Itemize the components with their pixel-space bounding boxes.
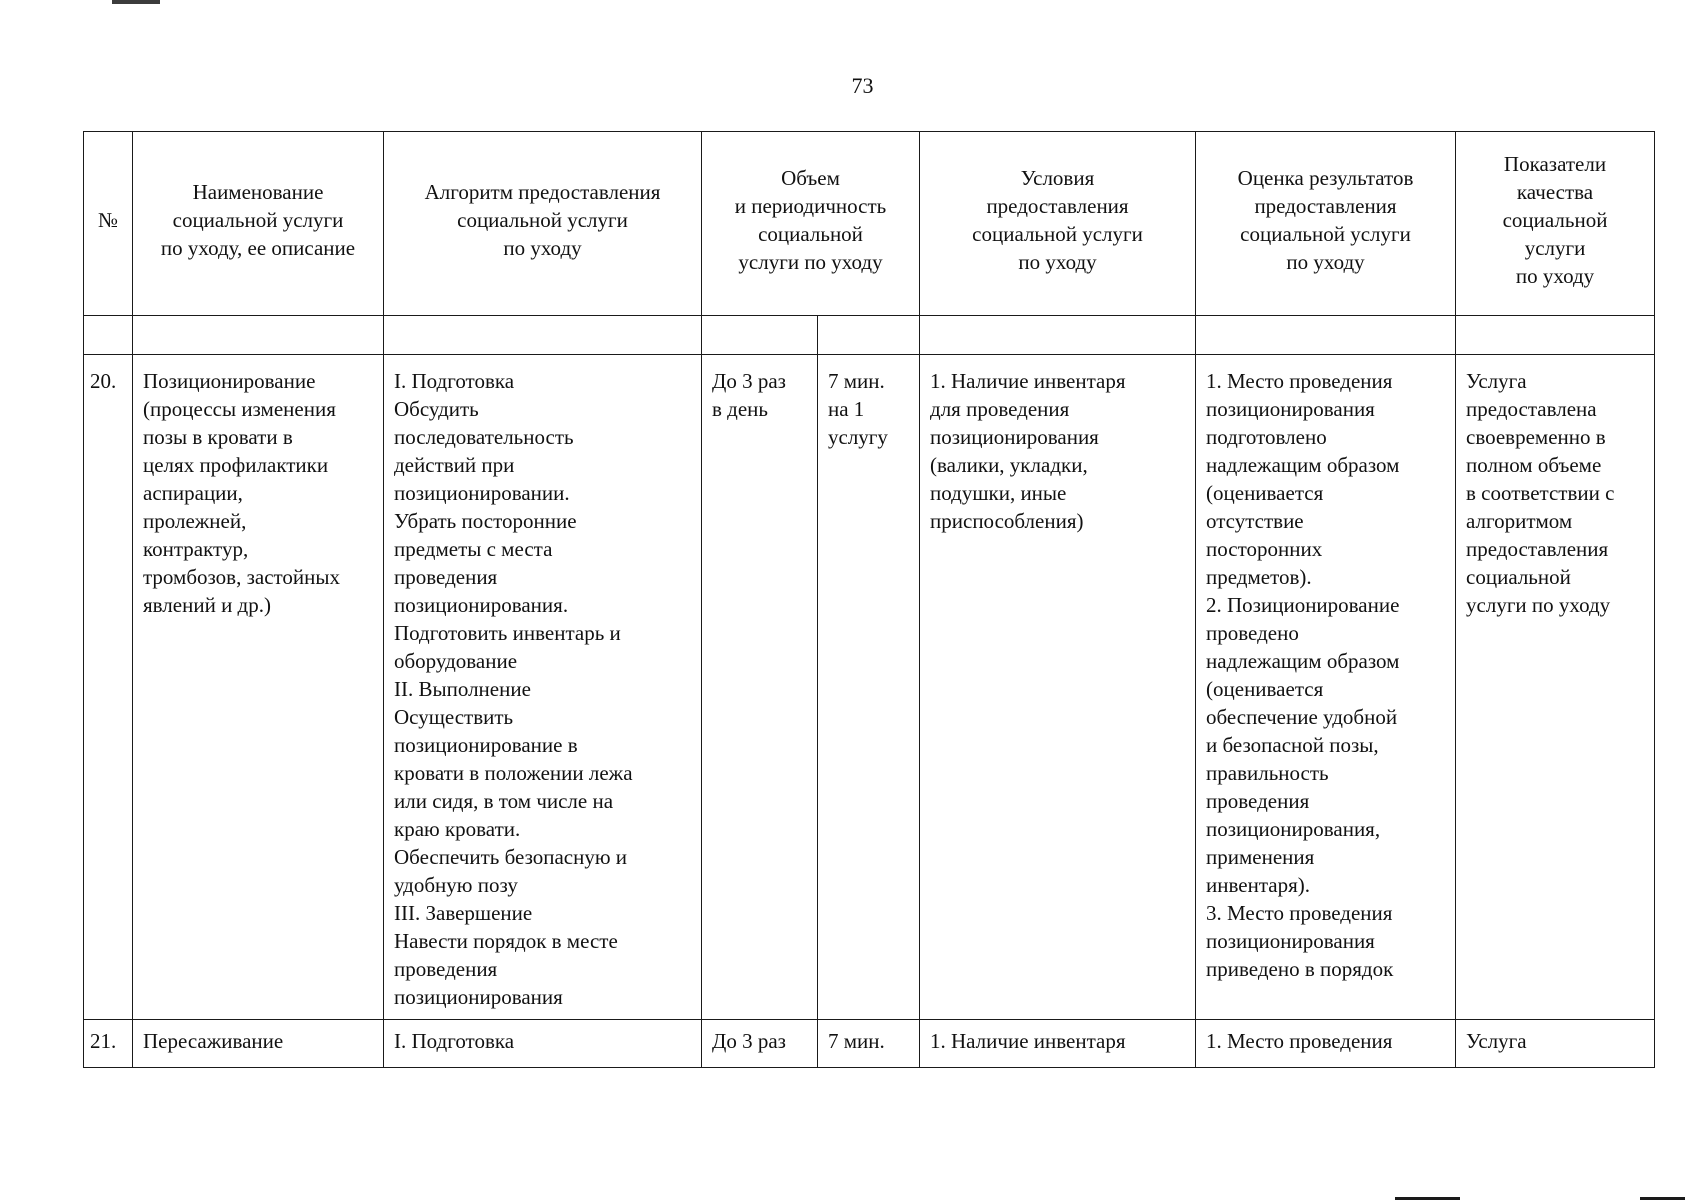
- conditions-cell: 1. Наличие инвентаря: [920, 1020, 1196, 1068]
- table-row: [84, 355, 1655, 1020]
- frequency-cell: До 3 раз в день: [702, 355, 818, 1020]
- quality-cell: Услуга: [1456, 1020, 1655, 1068]
- duration-cell: 7 мин.: [818, 1020, 920, 1068]
- column-header-volume-frequency: Объем и периодичность социальной услуги по уходу: [702, 132, 920, 316]
- quality-cell: Услуга предоставлена своевременно в полном объеме в соответствии с алгоритмом предоставления социальной услуги по уходу: [1456, 355, 1655, 1020]
- column-header-service-name: Наименование социальной услуги по уходу, ее описание: [133, 132, 384, 316]
- table-header-row: [84, 132, 1655, 316]
- duration-cell: 7 мин. на 1 услугу: [818, 355, 920, 1020]
- column-header-conditions: Условия предоставления социальной услуги по уходу: [920, 132, 1196, 316]
- row-number: 21.: [84, 1020, 133, 1068]
- column-header-quality: Показатели качества социальной услуги по уходу: [1456, 132, 1655, 316]
- service-name-cell: Пересаживание: [133, 1020, 384, 1068]
- evaluation-cell: 1. Место проведения: [1196, 1020, 1456, 1068]
- services-table: [83, 131, 1655, 1068]
- algorithm-cell: I. Подготовка Обсудить последовательность действий при позиционировании. Убрать посторонние предметы с места проведения позиционирования. Подготовить инвентарь и оборудование II. Выполнение Осуществить позиционирование в кровати в положении лежа или сидя, в том числе на краю кровати. Обеспечить безопасную и удобную позу III. Завершение Навести порядок в месте проведения позиционирования: [384, 355, 702, 1020]
- evaluation-cell: 1. Место проведения позиционирования подготовлено надлежащим образом (оценивается отсутствие посторонних предметов). 2. Позиционирование проведено надлежащим образом (оценивается обеспечение удобной и безопасной позы, правильность проведения позиционирования, применения инвентаря). 3. Место проведения позиционирования приведено в порядок: [1196, 355, 1456, 1020]
- algorithm-cell: I. Подготовка: [384, 1020, 702, 1068]
- service-name-cell: Позиционирование (процессы изменения позы в кровати в целях профилактики аспирации, пролежней, контрактур, тромбозов, застойных явлений и др.): [133, 355, 384, 1020]
- row-number: 20.: [84, 355, 133, 1020]
- scan-artifact-top: [112, 0, 160, 4]
- column-header-evaluation: Оценка результатов предоставления социальной услуги по уходу: [1196, 132, 1456, 316]
- column-header-algorithm: Алгоритм предоставления социальной услуги по уходу: [384, 132, 702, 316]
- page-number: 73: [851, 73, 874, 98]
- table-row: [84, 1020, 1655, 1068]
- table-spacer-row: [84, 316, 1655, 355]
- frequency-cell: До 3 раз: [702, 1020, 818, 1068]
- conditions-cell: 1. Наличие инвентаря для проведения позиционирования (валики, укладки, подушки, иные приспособления): [920, 355, 1196, 1020]
- column-header-number: №: [84, 132, 133, 316]
